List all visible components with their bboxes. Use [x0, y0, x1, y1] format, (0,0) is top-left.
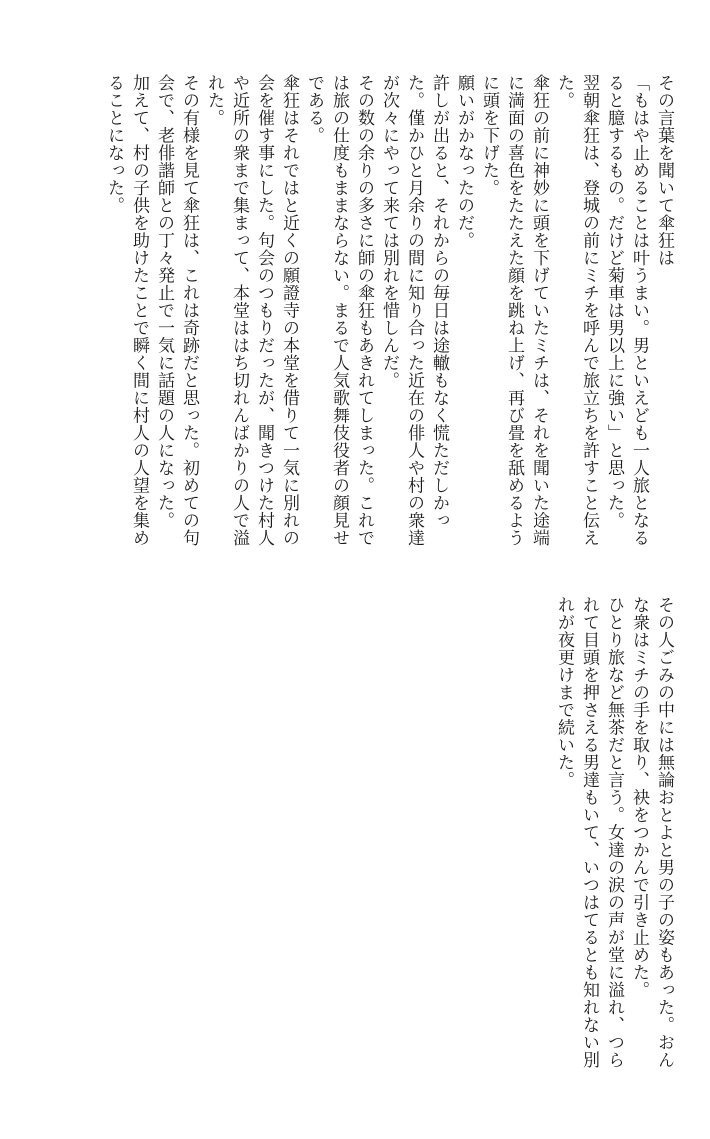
paragraph: 「もはや止めることは叶うまい。男といえども一人旅となるると臆するもの。だけど菊車は男以上に強い」と思った。: [604, 74, 649, 547]
paragraph: 許しが出ると、それからの毎日は途轍もなく慌ただしかった。僅かひと月余りの間に知り合った近在の俳人や村の衆達が次々にやって来ては別れを惜しんだ。: [379, 74, 449, 547]
paragraph: ひとり旅など無茶だと言う。女達の涙の声が堂に溢れ、つられて目頭を押さえる男達もいて、いつはてるとも知れない別れが夜更けまで続いた。: [554, 596, 624, 1069]
paragraph: 傘狂の前に神妙に頭を下げていたミチは、それを聞いた途端に満面の喜色をたたえた顔を跳ね上げ、再び畳を舐めるように頭を下げた。: [479, 74, 549, 547]
paragraph: 加えて、村の子供を助けたことで瞬く間に村人の人望を集めることになった。: [104, 74, 149, 547]
lower-text-block: [551, 596, 676, 1076]
paragraph: その言葉を聞いて傘狂は: [654, 74, 674, 267]
paragraph: 傘狂はそれではと近くの願證寺の本堂を借りて一気に別れの会を催す事にした。句会のつもりだったが、聞きつけた村人や近所の衆まで集まって、本堂ははち切れんばかりの人で溢れた。: [204, 74, 299, 547]
paragraph: その数の余りの多さに師の傘狂もあきれてしまった。これでは旅の仕度もままならない。まるで人気歌舞伎役者の顔見せである。: [304, 74, 374, 547]
paragraph: 翌朝傘狂は、登城の前にミチを呼んで旅立ちを許すこと伝えた。: [554, 74, 599, 547]
paragraph: その人ごみの中には無論おとよと男の子の姿もあった。おんな衆はミチの手を取り、袂をつかんで引き止めた。: [629, 596, 674, 1069]
paragraph: 願いがかなったのだ。: [454, 74, 474, 249]
upper-text-block: [101, 74, 676, 554]
paragraph: その有様を見て傘狂は、これは奇跡だと思った。初めての句会で、老俳諧師との丁々発止で一気に話題の人になった。: [154, 74, 199, 547]
